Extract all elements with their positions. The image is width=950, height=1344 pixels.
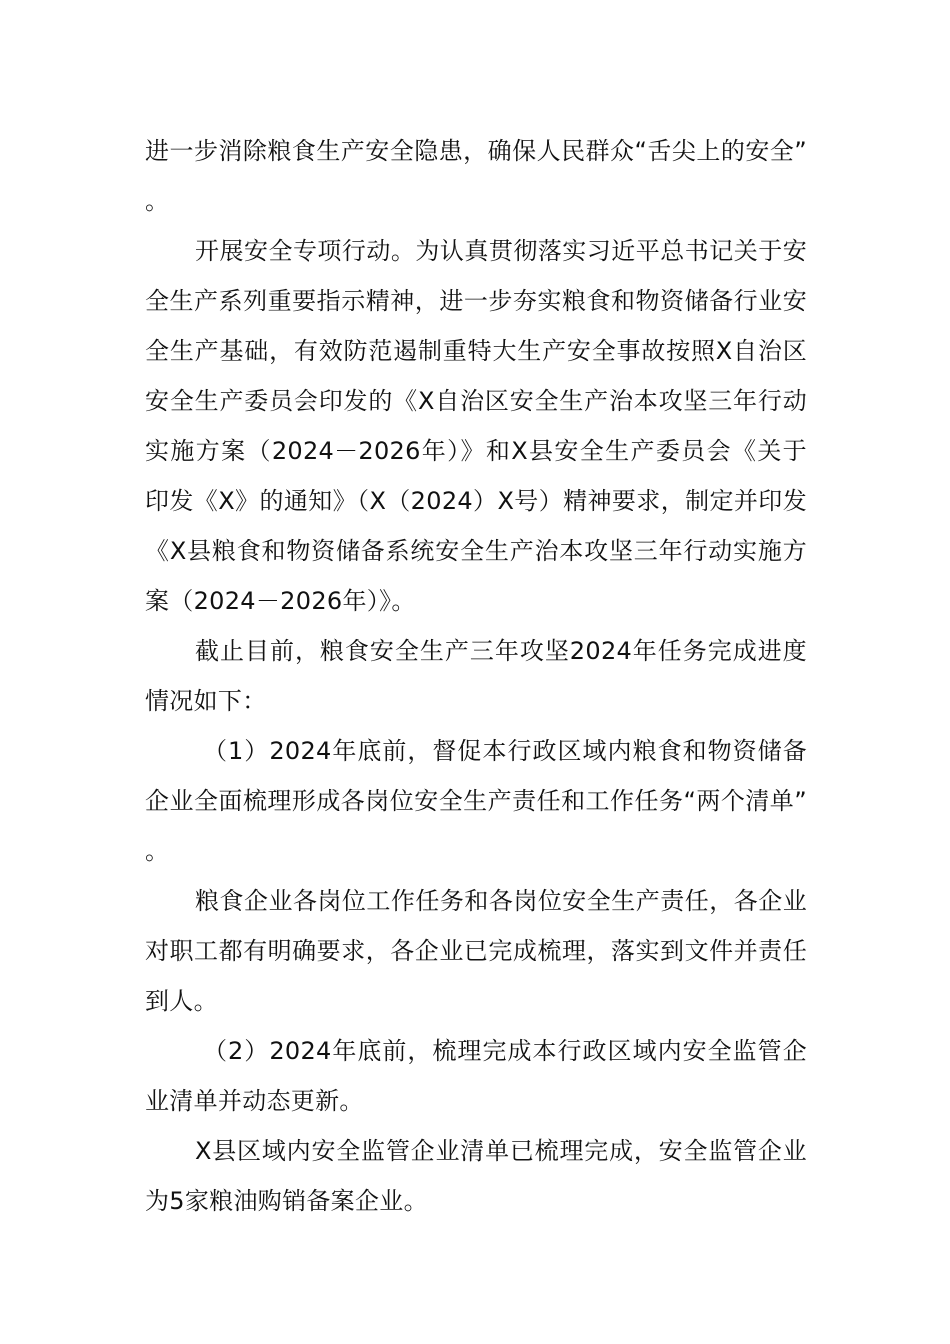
paragraph-special-action: 开展安全专项行动。为认真贯彻落实习近平总书记关于安全生产系列重要指示精神，进一步夯实粮食和物资储备行业安全生产基础，有效防范遏制重特大生产安全事故按照X自治区安全生产委员会印发的《X自治区安全生产治本攻坚三年行动实施方案（2024－2026年）》和X县安全生产委员会《关于印发《X》的通知》（X（2024）X号）精神要求，制定并印发《X县粮食和物资储备系统安全生产治本攻坚三年行动实施方案（2024－2026年）》。 — [145, 237, 807, 615]
paragraph-item-2-status: X县区域内安全监管企业清单已梳理完成，安全监管企业为5家粮油购销备案企业。 — [145, 1137, 807, 1215]
paragraph-item-1-status: 粮食企业各岗位工作任务和各岗位安全生产责任，各企业对职工都有明确要求，各企业已完成梳理，落实到文件并责任到人。 — [145, 887, 807, 1015]
paragraph-item-2: （2）2024年底前，梳理完成本行政区域内安全监管企业清单并动态更新。 — [145, 1037, 807, 1115]
paragraph-item-1: （1）2024年底前，督促本行政区域内粮食和物资储备企业全面梳理形成各岗位安全生产责任和工作任务“两个清单”。 — [145, 737, 807, 865]
paragraph-progress-intro: 截止目前，粮食安全生产三年攻坚2024年任务完成进度情况如下： — [145, 637, 807, 715]
document-body — [145, 126, 807, 1226]
paragraph-continuation: 进一步消除粮食生产安全隐患，确保人民群众“舌尖上的安全”。 — [145, 137, 807, 215]
